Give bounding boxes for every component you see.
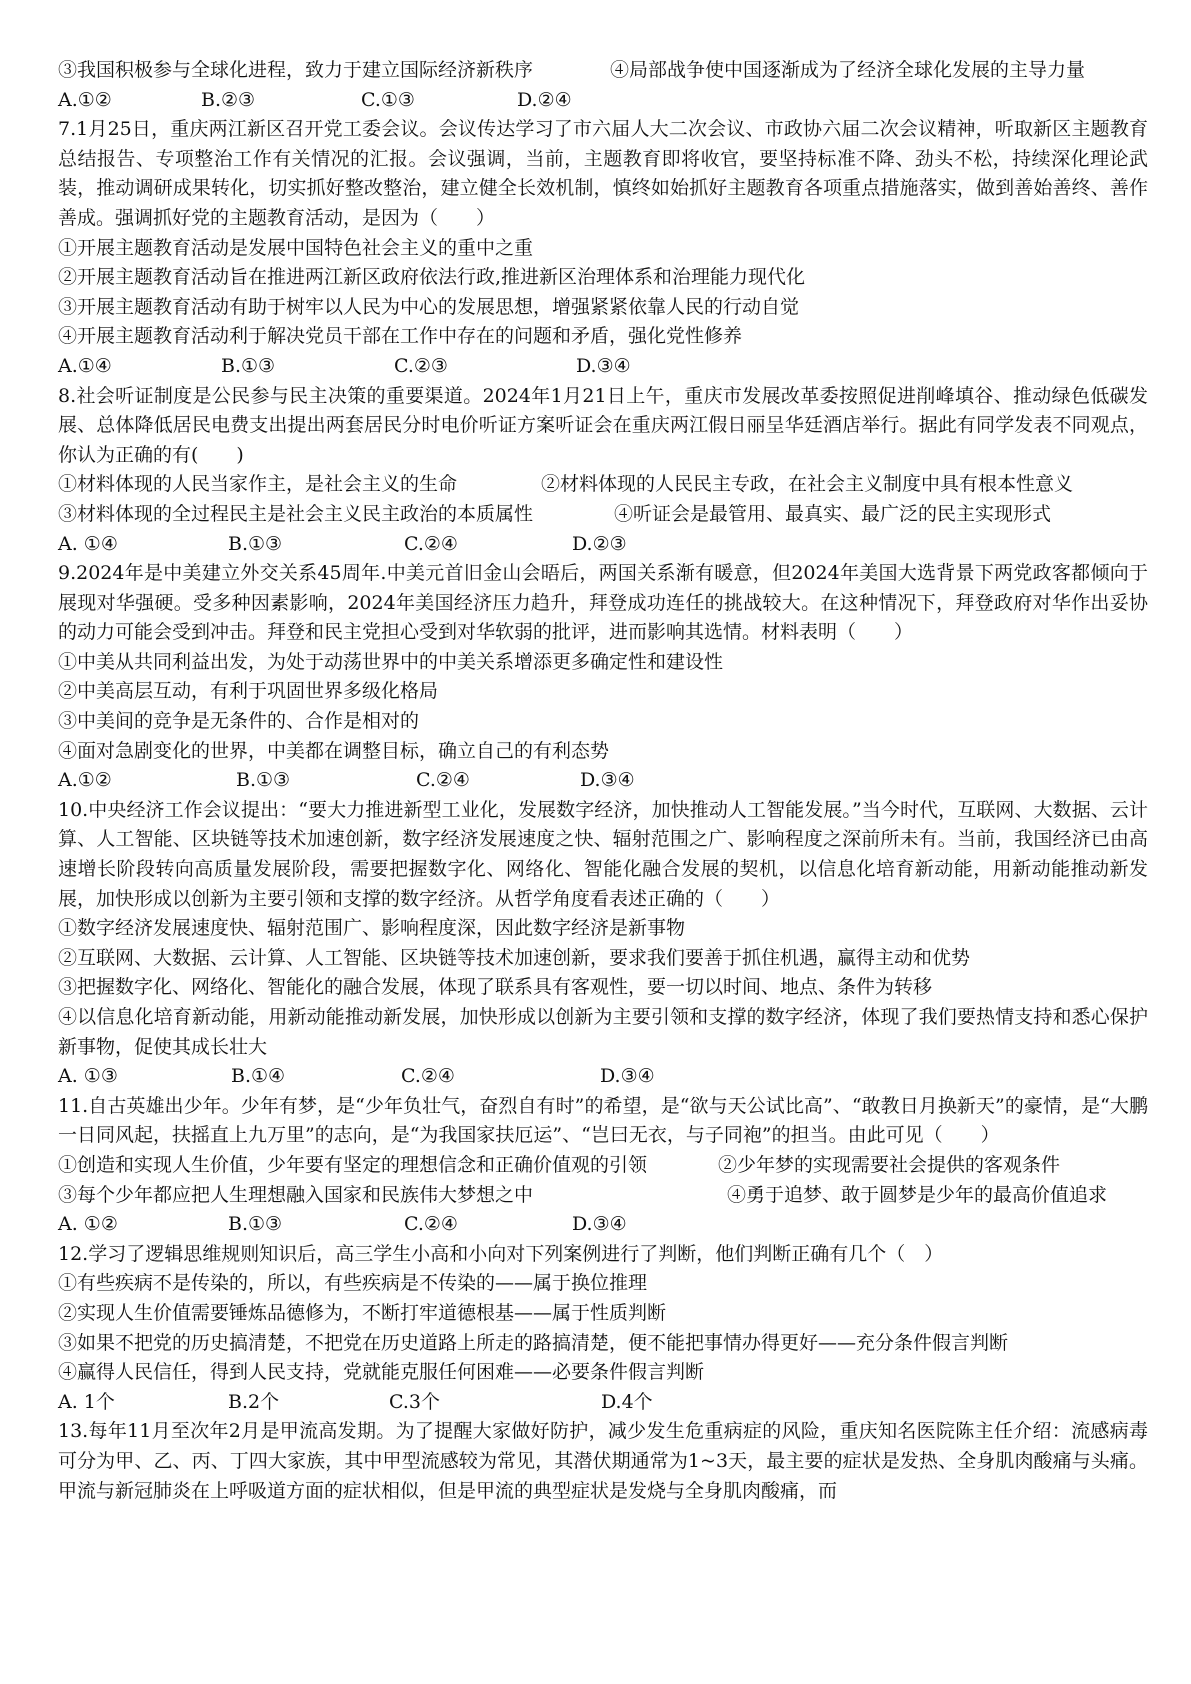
statement-2: ②开展主题教育活动旨在推进两江新区政府依法行政,推进新区治理体系和治理能力现代化 bbox=[58, 266, 806, 289]
option-b: B.①③ bbox=[221, 354, 276, 377]
exam-page bbox=[58, 56, 1148, 1506]
option-b: B.2个 bbox=[228, 1390, 280, 1413]
answer-options bbox=[58, 1388, 1148, 1418]
option-d: D.③④ bbox=[572, 1213, 627, 1236]
option-d: D.②④ bbox=[517, 88, 572, 111]
statement-4: ④以信息化培育新动能，用新动能推动新发展，加快形成以创新为主要引领和支撑的数字经济，体现了我们要热情支持和悉心保护新事物，促使其成长壮大 bbox=[58, 1006, 1148, 1058]
statement-4: ④面对急剧变化的世界，中美都在调整目标，确立自己的有利态势 bbox=[58, 739, 610, 762]
statements-row-1 bbox=[58, 1151, 1148, 1181]
statement-3: ③开展主题教育活动有助于树牢以人民为中心的发展思想，增强紧紧依靠人民的行动自觉 bbox=[58, 295, 800, 318]
statements-row-2 bbox=[58, 500, 1148, 530]
answer-options bbox=[58, 530, 1148, 560]
statement-3: ③把握数字化、网络化、智能化的融合发展，体现了联系具有客观性，要一切以时间、地点、条件为转移 bbox=[58, 976, 933, 999]
statement-1: ①材料体现的人民当家作主，是社会主义的生命 bbox=[58, 473, 458, 496]
statement-1: ①数字经济发展速度快、辐射范围广、影响程度深，因此数字经济是新事物 bbox=[58, 917, 686, 940]
option-c: C.②③ bbox=[394, 354, 448, 377]
option-a: A.①② bbox=[58, 769, 112, 792]
prev-statements bbox=[58, 56, 1148, 86]
question-13-stem: 13.每年11月至次年2月是甲流高发期。为了提醒大家做好防护，减少发生危重病症的风险，重庆知名医院陈主任介绍：流感病毒可分为甲、乙、丙、丁四大家族，其中甲型流感较为常见，其潜伏期通常为1~3天，最主要的症状是发热、全身肌肉酸痛与头痛。甲流与新冠肺炎在上呼吸道方面的症状相似，但是甲流的典型症状是发烧与全身肌肉酸痛，而 bbox=[58, 1420, 1148, 1502]
question-9-stem: 9.2024年是中美建立外交关系45周年.中美元首旧金山会晤后，两国关系渐有暖意，但2024年美国大选背景下两党政客都倾向于展现对华强硬。受多种因素影响，2024年美国经济压力趋升，拜登成功连任的挑战较大。在这种情况下，拜登政府对华作出妥协的动力可能会受到冲击。拜登和民主党担心受到对华软弱的批评，进而影响其选情。材料表明（ ） bbox=[58, 562, 1148, 644]
option-b: B.①③ bbox=[228, 532, 283, 555]
answer-options bbox=[58, 352, 1148, 382]
answer-options bbox=[58, 766, 1148, 796]
option-a: A. ①② bbox=[58, 1213, 118, 1236]
statement-4: ④局部战争使中国逐渐成为了经济全球化发展的主导力量 bbox=[610, 59, 1086, 81]
option-c: C.①③ bbox=[361, 88, 415, 111]
option-b: B.①③ bbox=[228, 1213, 283, 1236]
statements-row-1 bbox=[58, 470, 1148, 500]
option-b: B.②③ bbox=[201, 88, 256, 111]
statement-2: ②材料体现的人民民主专政，在社会主义制度中具有根本性意义 bbox=[541, 473, 1074, 496]
statement-3: ③材料体现的全过程民主是社会主义民主政治的本质属性 bbox=[58, 502, 534, 525]
option-b: B.①④ bbox=[231, 1065, 286, 1088]
statement-1: ①有些疾病不是传染的，所以，有些疾病是不传染的——属于换位推理 bbox=[58, 1272, 648, 1295]
statement-4: ④赢得人民信任，得到人民支持，党就能克服任何困难——必要条件假言判断 bbox=[58, 1361, 705, 1384]
option-a: A. 1个 bbox=[58, 1390, 115, 1413]
option-c: C.②④ bbox=[401, 1065, 455, 1088]
statement-3: ③如果不把党的历史搞清楚，不把党在历史道路上所走的路搞清楚，便不能把事情办得更好——充分条件假言判断 bbox=[58, 1331, 1009, 1354]
option-c: C.②④ bbox=[416, 769, 470, 792]
statement-2: ②互联网、大数据、云计算、人工智能、区块链等技术加速创新，要求我们要善于抓住机遇，赢得主动和优势 bbox=[58, 946, 971, 969]
option-d: D.③④ bbox=[600, 1065, 655, 1088]
statement-3: ③中美间的竞争是无条件的、合作是相对的 bbox=[58, 710, 420, 733]
question-8-stem: 8.社会听证制度是公民参与民主决策的重要渠道。2024年1月21日上午，重庆市发展改革委按照促进削峰填谷、推动绿色低碳发展、总体降低居民电费支出提出两套居民分时电价听证方案听证会在重庆两江假日丽呈华廷酒店举行。据此有同学发表不同观点，你认为正确的有( ) bbox=[58, 384, 1148, 466]
option-a: A.①④ bbox=[58, 354, 112, 377]
answer-options bbox=[58, 1210, 1148, 1240]
option-a: A. ①④ bbox=[58, 532, 118, 555]
option-a: A.①② bbox=[58, 88, 112, 111]
statement-2: ②少年梦的实现需要社会提供的客观条件 bbox=[718, 1153, 1061, 1176]
option-d: D.③④ bbox=[580, 769, 635, 792]
statement-1: ①创造和实现人生价值，少年要有坚定的理想信念和正确价值观的引领 bbox=[58, 1153, 648, 1176]
statements-row-2 bbox=[58, 1181, 1148, 1211]
option-d: D.③④ bbox=[576, 354, 631, 377]
statement-3: ③我国积极参与全球化进程，致力于建立国际经济新秩序 bbox=[58, 59, 534, 81]
option-d: D.②③ bbox=[572, 532, 627, 555]
answer-options bbox=[58, 86, 1148, 116]
option-c: C.3个 bbox=[389, 1390, 440, 1413]
statement-3: ③每个少年都应把人生理想融入国家和民族伟大梦想之中 bbox=[58, 1183, 534, 1206]
question-7-stem: 7.1月25日，重庆两江新区召开党工委会议。会议传达学习了市六届人大二次会议、市政协六届二次会议精神，听取新区主题教育总结报告、专项整治工作有关情况的汇报。会议强调，当前，主题教育即将收官，要坚持标准不降、劲头不松，持续深化理论武装，推动调研成果转化，切实抓好整改整治，建立健全长效机制，慎终如始抓好主题教育各项重点措施落实，做到善始善终、善作善成。强调抓好党的主题教育活动，是因为（ ） bbox=[58, 118, 1148, 229]
question-12-stem: 12.学习了逻辑思维规则知识后，高三学生小高和小向对下列案例进行了判断，他们判断正确有几个（ ） bbox=[58, 1242, 944, 1265]
statement-4: ④开展主题教育活动利于解决党员干部在工作中存在的问题和矛盾，强化党性修养 bbox=[58, 325, 743, 348]
statement-4: ④勇于追梦、敢于圆梦是少年的最高价值追求 bbox=[727, 1183, 1108, 1206]
statement-4: ④听证会是最管用、最真实、最广泛的民主实现形式 bbox=[614, 502, 1052, 525]
option-b: B.①③ bbox=[236, 769, 291, 792]
question-11-stem: 11.自古英雄出少年。少年有梦，是“少年负壮气，奋烈自有时”的希望，是“欲与天公试比高”、“敢教日月换新天”的豪情，是“大鹏一日同风起，扶摇直上九万里”的志向，是“为我国家扶厄运”、“岂曰无衣，与子同袍”的担当。由此可见（ ） bbox=[58, 1094, 1148, 1147]
question-10-stem: 10.中央经济工作会议提出：“要大力推进新型工业化，发展数字经济，加快推动人工智能发展。”当今时代，互联网、大数据、云计算、人工智能、区块链等技术加速创新，数字经济发展速度之快、辐射范围之广、影响程度之深前所未有。当前，我国经济已由高速增长阶段转向高质量发展阶段，需要把握数字化、网络化、智能化融合发展的契机，以信息化培育新动能，用新动能推动新发展，加快形成以创新为主要引领和支撑的数字经济。从哲学角度看表述正确的（ ） bbox=[58, 798, 1148, 910]
option-d: D.4个 bbox=[601, 1390, 653, 1413]
answer-options bbox=[58, 1062, 1148, 1092]
option-a: A. ①③ bbox=[58, 1065, 118, 1088]
statement-1: ①开展主题教育活动是发展中国特色社会主义的重中之重 bbox=[58, 236, 534, 259]
option-c: C.②④ bbox=[404, 532, 458, 555]
option-c: C.②④ bbox=[404, 1213, 458, 1236]
statement-2: ②实现人生价值需要锤炼品德修为，不断打牢道德根基——属于性质判断 bbox=[58, 1301, 667, 1324]
statement-2: ②中美高层互动，有利于巩固世界多级化格局 bbox=[58, 680, 439, 703]
statement-1: ①中美从共同利益出发，为处于动荡世界中的中美关系增添更多确定性和建设性 bbox=[58, 650, 724, 673]
